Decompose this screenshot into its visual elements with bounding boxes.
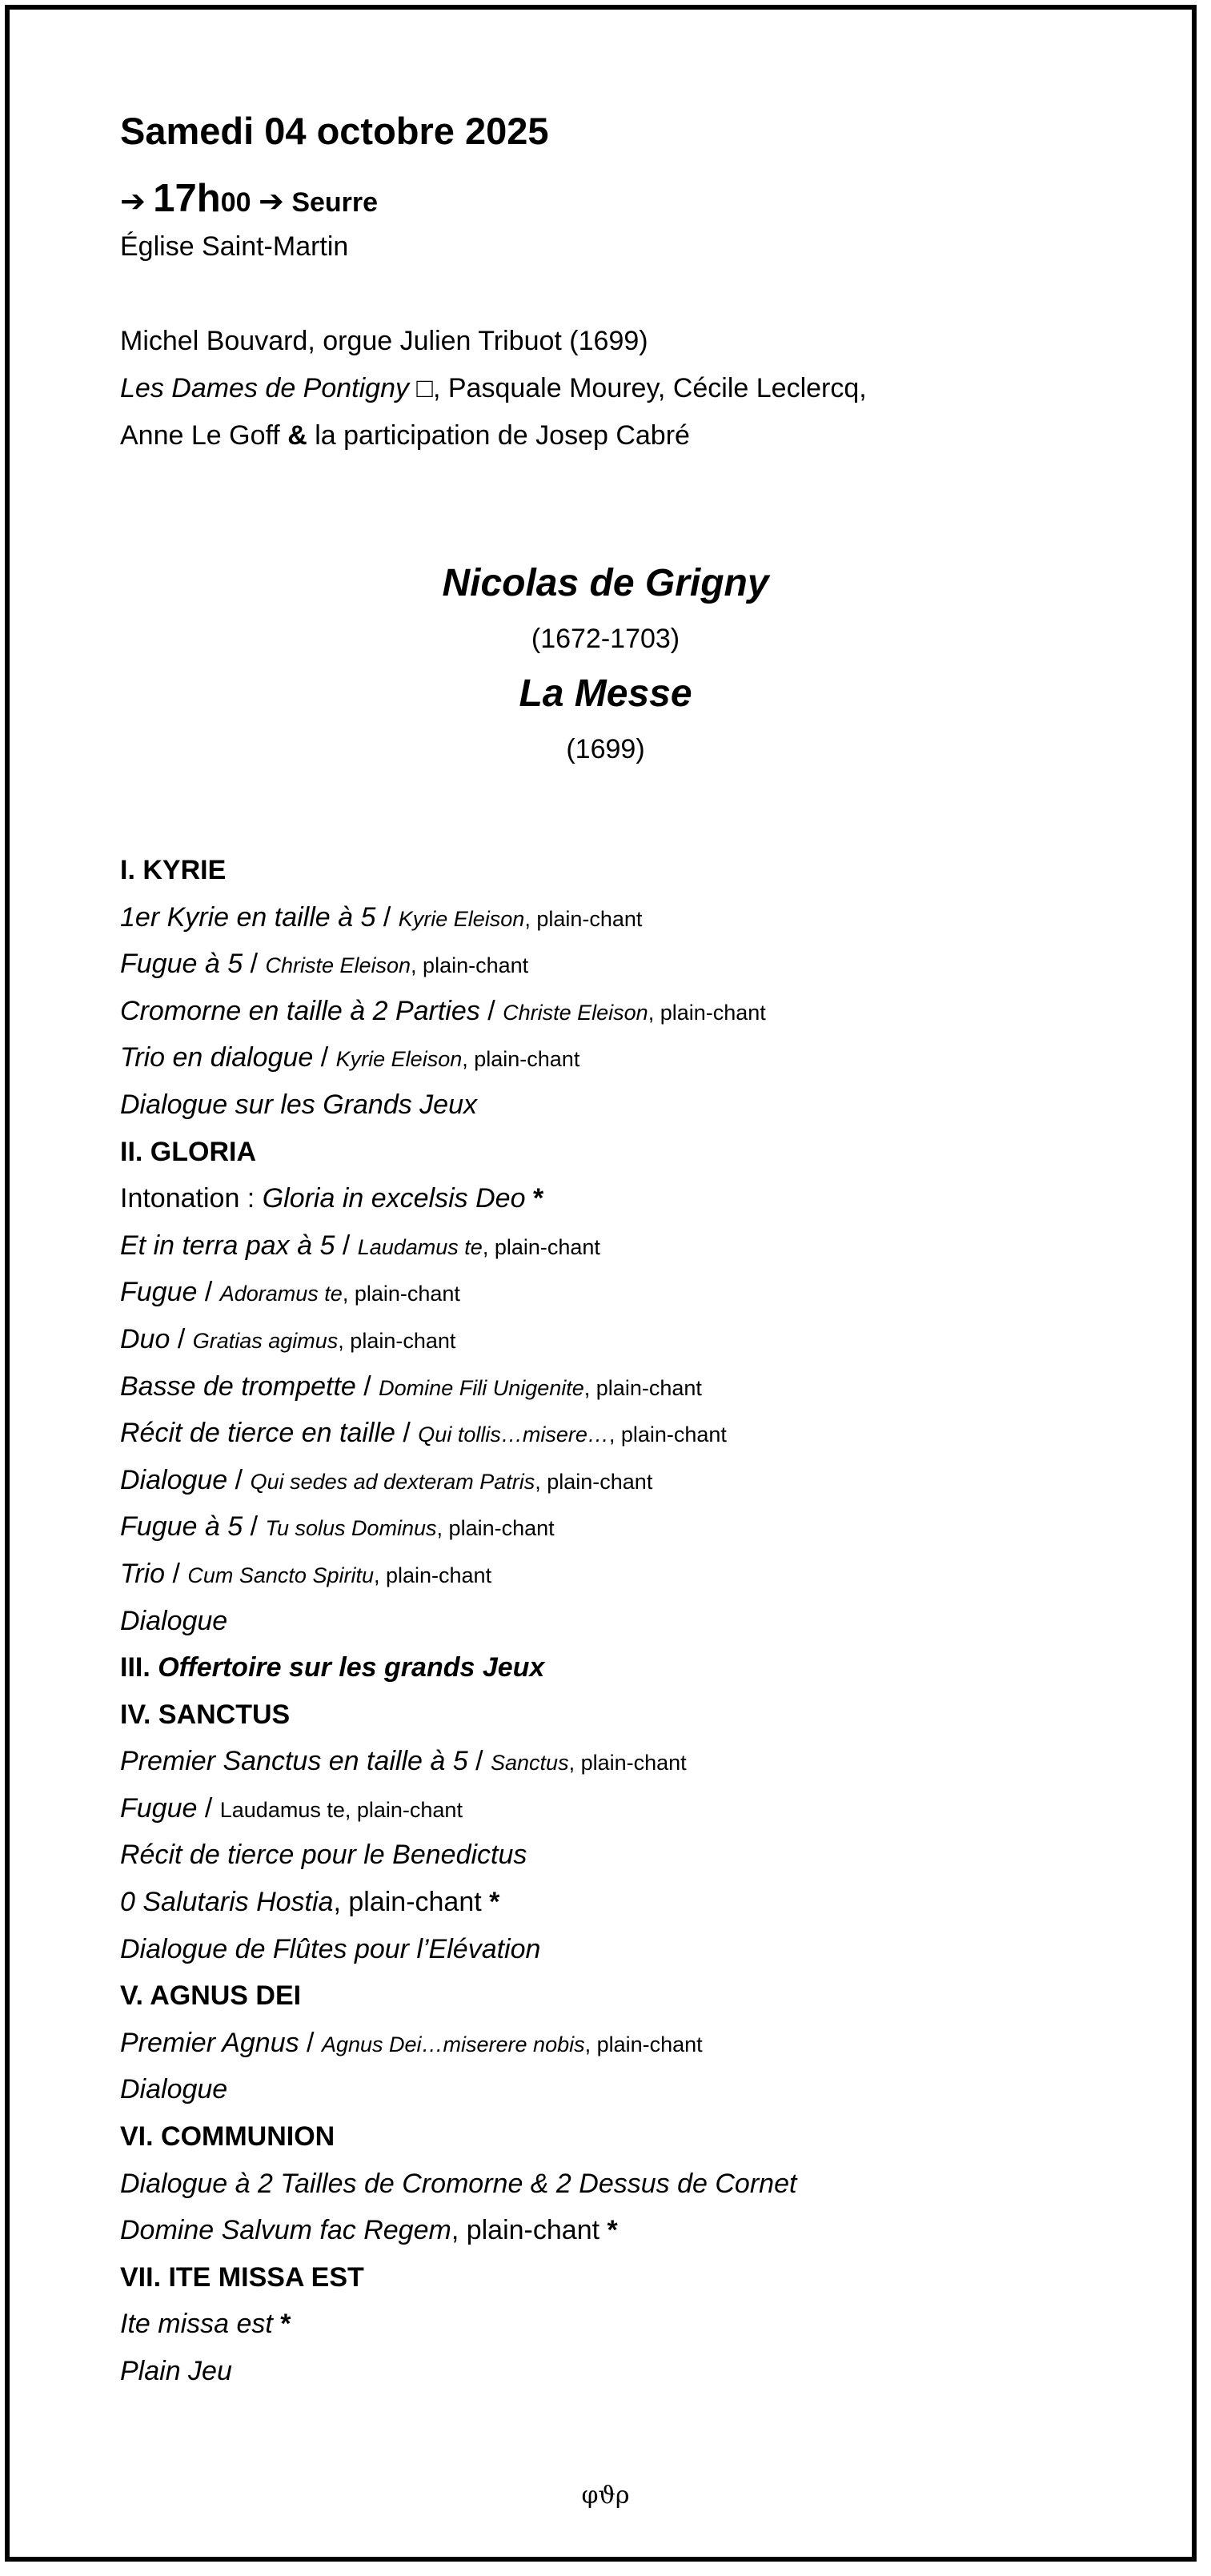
guest-participation: la participation de Josep Cabré [307, 420, 690, 451]
list-item: Trio / Cum Sancto Spiritu, plain-chant [120, 1558, 492, 1589]
section-heading: VI. COMMUNION [120, 2121, 335, 2153]
section-heading: IV. SANCTUS [120, 1699, 291, 1730]
composer-dates: (1672-1703) [531, 624, 680, 654]
composer-name: Nicolas de Grigny [442, 562, 769, 604]
performer-organ: Michel Bouvard, orgue Julien Tribuot (1699) [120, 326, 648, 356]
venue: Église Saint-Martin [120, 231, 349, 262]
ampersand: & [287, 420, 307, 451]
concert-minutes: 00 [220, 187, 251, 218]
section-heading: V. AGNUS DEI [120, 1980, 302, 2012]
program-list [120, 847, 1113, 2395]
performer-name: Anne Le Goff [120, 420, 288, 451]
section-heading: I. KYRIE [120, 855, 227, 885]
list-item: Dialogue sur les Grands Jeux [120, 1089, 478, 1120]
time-location-line [120, 174, 1113, 223]
list-item: Fugue à 5 / Christe Eleison, plain-chant [120, 949, 529, 980]
ensemble-name: Les Dames de Pontigny [120, 373, 409, 403]
section-heading: VII. ITE MISSA EST [120, 2261, 364, 2293]
performer-names: □, Pasquale Mourey, Cécile Leclercq, [408, 373, 867, 403]
list-item: Dialogue / Qui sedes ad dexteram Patris, plain-chant [120, 1464, 653, 1495]
performer-guest [120, 412, 1113, 459]
list-item: Fugue à 5 / Tu solus Dominus, plain-chant [120, 1511, 555, 1543]
section-heading: III. Offertoire sur les grands Jeux [120, 1652, 545, 1683]
list-item: Fugue / Laudamus te, plain-chant [120, 1792, 463, 1824]
performer-ensemble [120, 365, 1113, 412]
list-item: Domine Salvum fac Regem, plain-chant * [120, 2215, 618, 2246]
list-item: Fugue / Adoramus te, plain-chant [120, 1277, 460, 1308]
section-heading: II. GLORIA [120, 1136, 256, 1167]
concert-sheet [120, 100, 1113, 2395]
concert-date: Samedi 04 octobre 2025 [120, 110, 549, 152]
list-item: Et in terra pax à 5 / Laudamus te, plain-chant [120, 1230, 600, 1261]
concert-location: Seurre [291, 187, 379, 218]
list-item: Premier Agnus / Agnus Dei…miserere nobis, plain-chant [120, 2027, 703, 2058]
list-item: Ite missa est * [120, 2309, 291, 2340]
list-item: Dialogue [120, 1605, 228, 1636]
list-item: Basse de trompette / Domine Fili Unigenite, plain-chant [120, 1370, 702, 1402]
list-item: Premier Sanctus en taille à 5 / Sanctus, plain-chant [120, 1746, 687, 1777]
work-title: La Messe [519, 672, 692, 715]
list-item: 1er Kyrie en taille à 5 / Kyrie Eleison, plain-chant [120, 901, 643, 933]
list-item: Cromorne en taille à 2 Parties / Christe Eleison, plain-chant [120, 995, 766, 1026]
arrow-right-icon: ➔ [259, 185, 284, 219]
list-item: Récit de tierce pour le Benedictus [120, 1840, 527, 1871]
arrow-right-icon: ➔ [120, 185, 146, 219]
list-item: Duo / Gratias agimus, plain-chant [120, 1323, 456, 1354]
list-item: Trio en dialogue / Kyrie Eleison, plain-chant [120, 1042, 580, 1073]
list-item: Intonation : Gloria in excelsis Deo * [120, 1183, 544, 1214]
list-item: Plain Jeu [120, 2356, 232, 2386]
list-item: Dialogue de Flûtes pour l’Elévation [120, 1933, 541, 1964]
fleuron-ornament-icon: φϑρ [581, 2482, 630, 2510]
work-year: (1699) [566, 734, 645, 764]
list-item: Dialogue [120, 2074, 228, 2105]
list-item: Dialogue à 2 Tailles de Cromorne & 2 Dessus de Cornet [120, 2168, 797, 2199]
list-item: Récit de tierce en taille / Qui tollis…misere…, plain-chant [120, 1418, 727, 1449]
concert-hour: 17h [153, 177, 221, 220]
list-item: 0 Salutaris Hostia, plain-chant * [120, 1887, 500, 1918]
